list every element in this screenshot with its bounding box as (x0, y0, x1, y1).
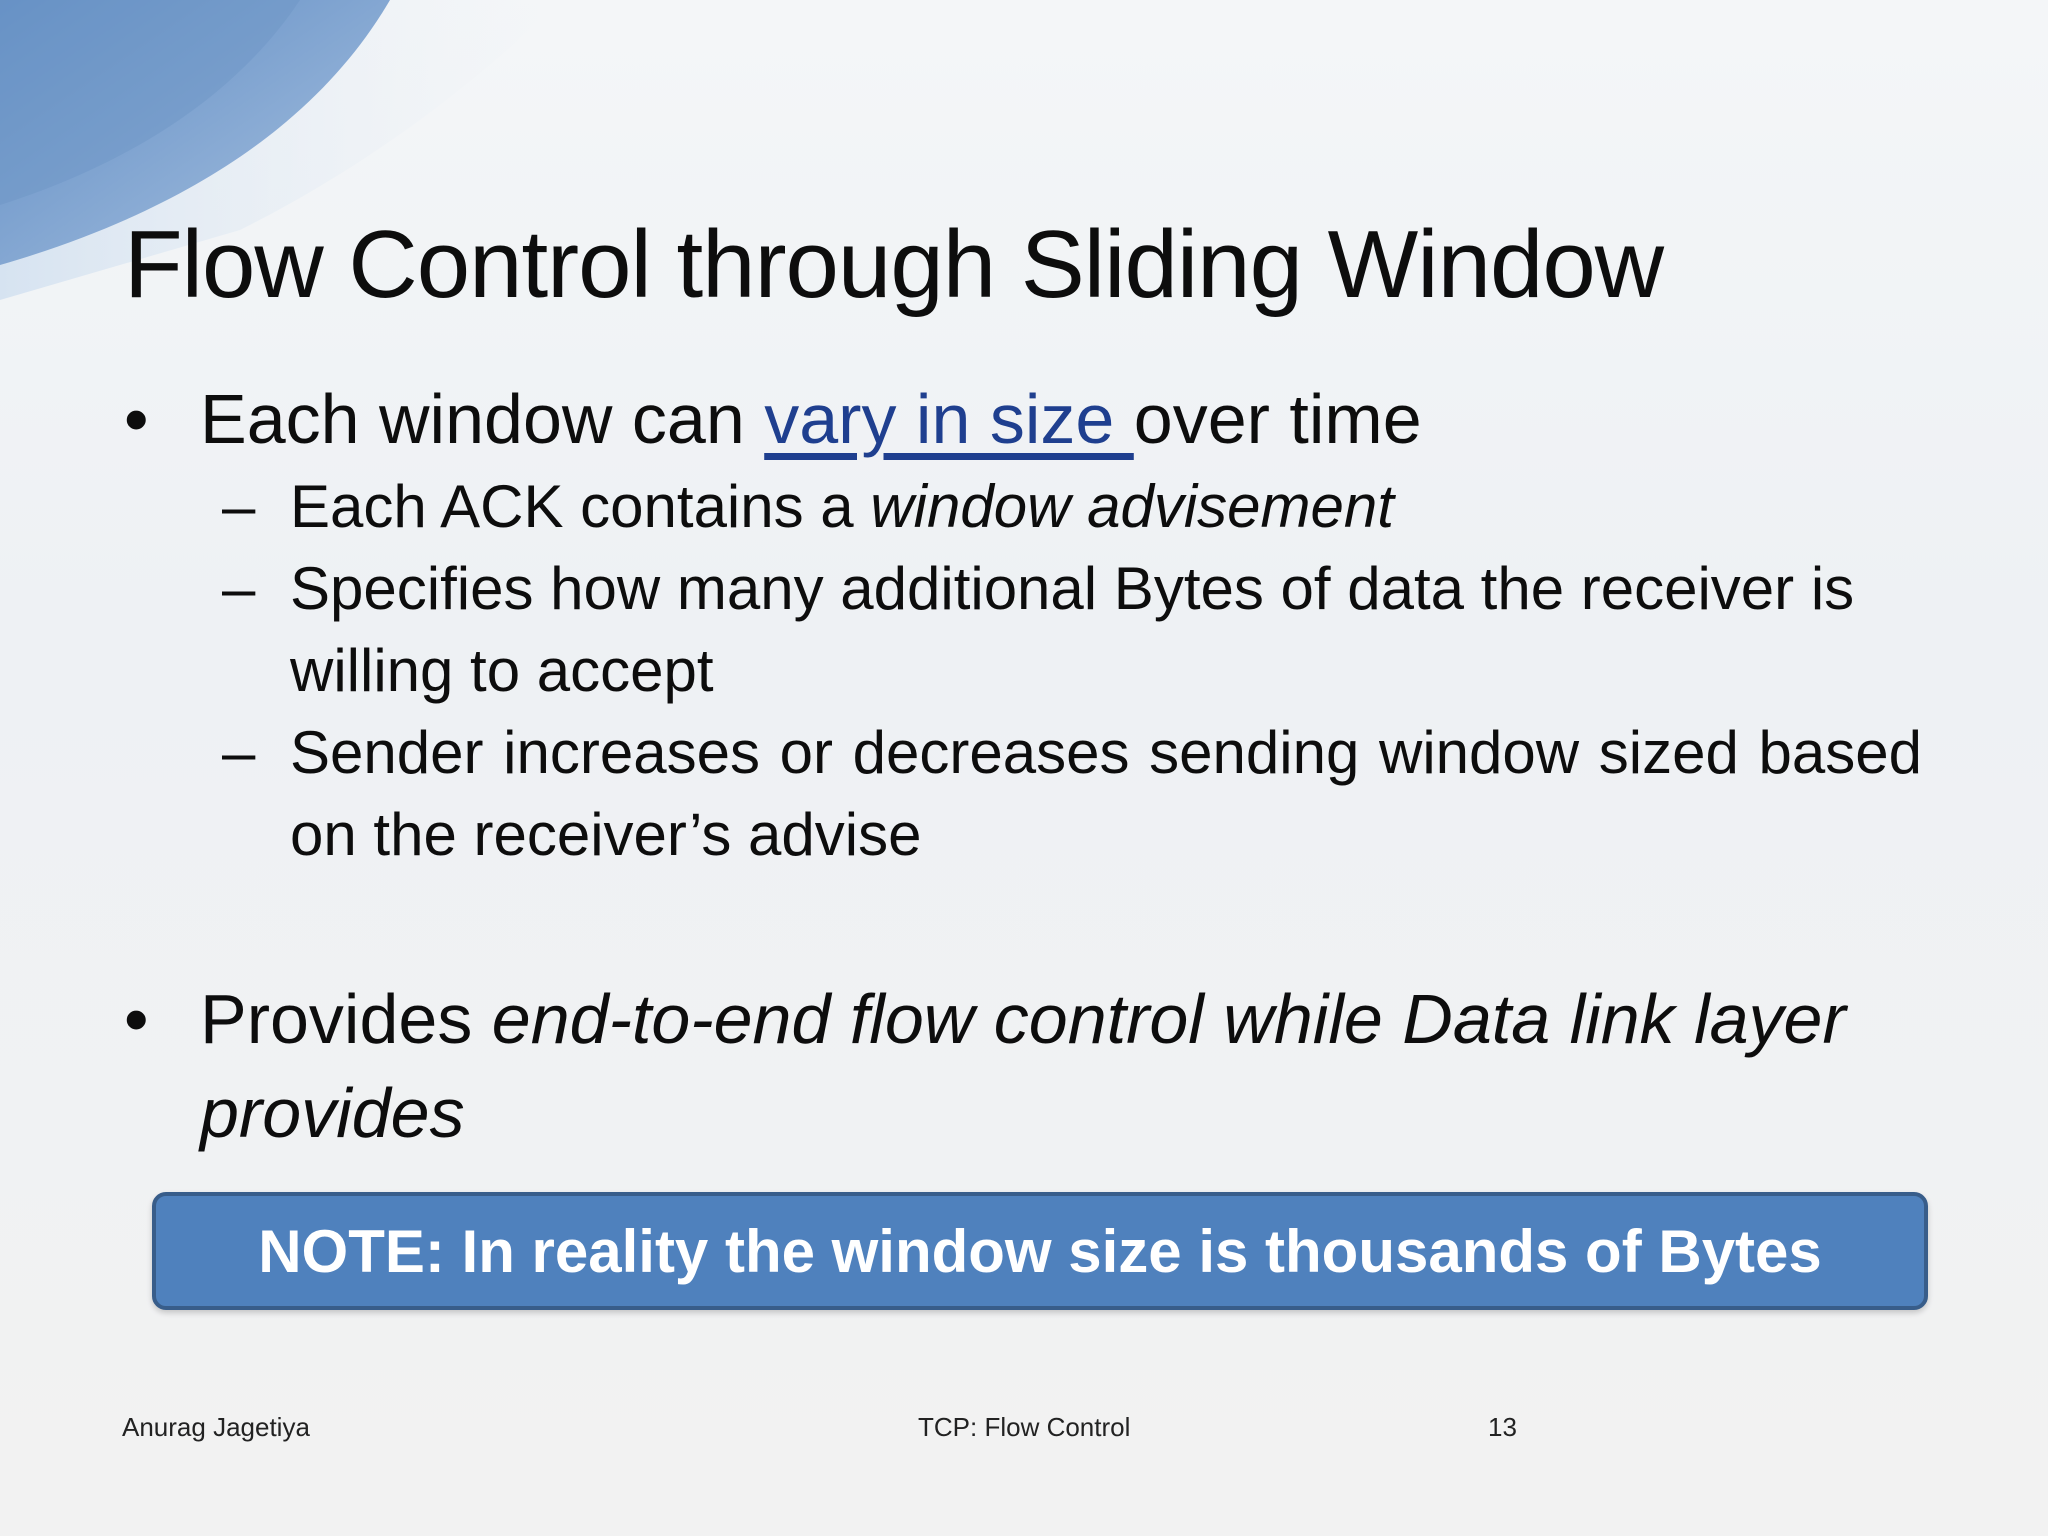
note-text: NOTE: In reality the window size is thousands of Bytes (258, 1217, 1822, 1285)
bullet-window-size (124, 372, 1920, 466)
subitem-text: Sender increases or decreases sending window sized based on the receiver’s advise (290, 719, 1922, 868)
dash-icon: – (222, 719, 256, 786)
bullet-dot-icon: • (124, 380, 149, 458)
subitem-text: Specifies how many additional Bytes of data the receiver is willing to accept (290, 555, 1855, 704)
note-box (152, 1192, 1928, 1310)
bullet-emphasis: end-to-end flow control while Data link layer provides (200, 980, 1846, 1152)
subitem-text: Each ACK contains a (290, 473, 871, 540)
bullet-text: Each window can (200, 380, 765, 458)
subitem-emphasis: window advisement (870, 473, 1394, 540)
subitem-ack-advisement (222, 466, 1922, 548)
dash-icon: – (222, 555, 256, 622)
dash-icon: – (222, 473, 256, 540)
footer-author: Anurag Jagetiya (122, 1412, 310, 1442)
footer-title: TCP: Flow Control (918, 1412, 1131, 1442)
slide-title: Flow Control through Sliding Window (124, 211, 1664, 318)
bullet-text: Provides (200, 980, 492, 1058)
bullet-text: over time (1133, 380, 1422, 458)
subitem-additional-bytes (222, 548, 1922, 712)
bullet-end-to-end (124, 972, 1920, 1160)
page-number: 13 (1488, 1412, 1517, 1442)
bullet-dot-icon: • (124, 980, 149, 1058)
subitem-sender-window (222, 712, 1922, 876)
vary-in-size-link[interactable]: vary in size (764, 380, 1134, 458)
